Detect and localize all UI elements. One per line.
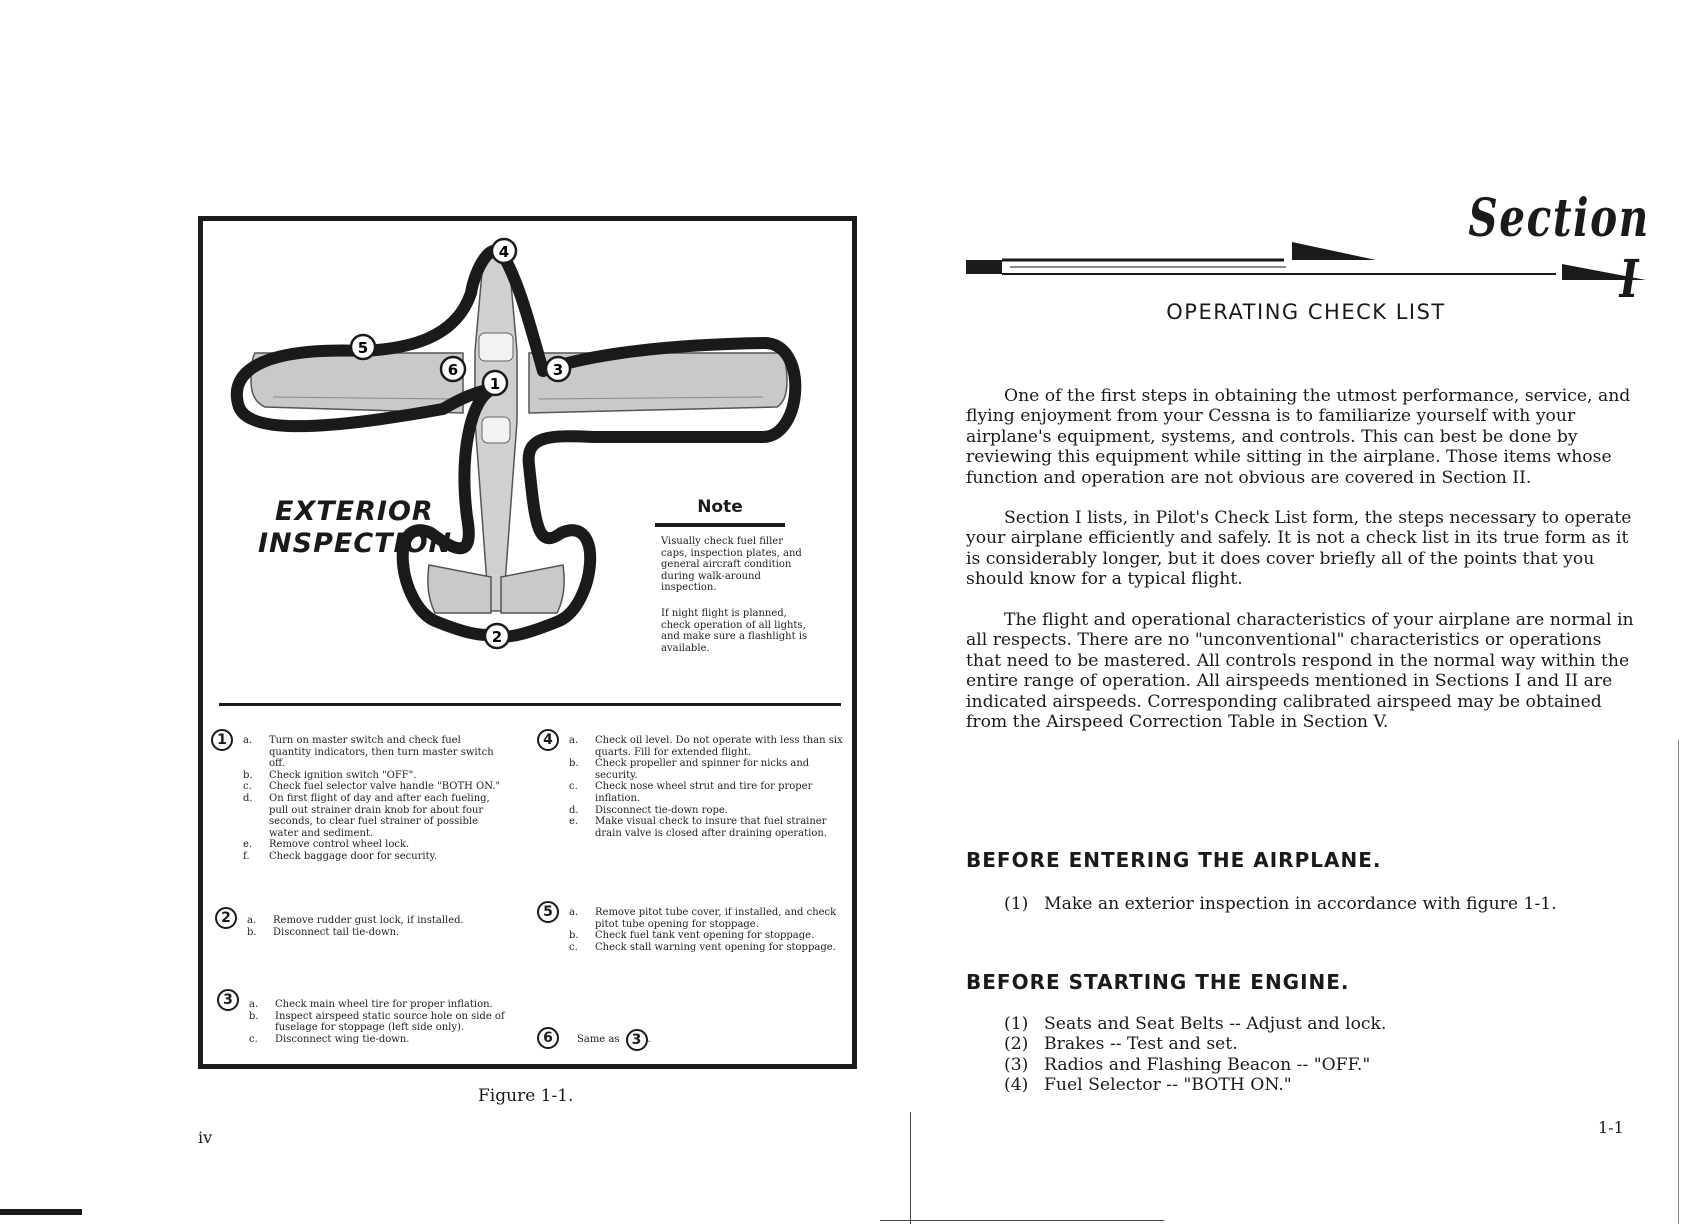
left-page-number: iv <box>198 1128 213 1147</box>
rear-window <box>482 417 510 443</box>
note-rule <box>655 523 785 527</box>
exterior-title-line1: EXTERIOR <box>275 496 434 527</box>
list-item: a. Remove pitot tube cover, if installed, and check pitot tube opening for stoppage. <box>569 907 837 930</box>
note-text-1: Visually check fuel filler caps, inspection plates, and general aircraft condition during walk-around inspection. <box>661 536 802 593</box>
list-item: d. Disconnect tie-down rope. <box>569 804 728 816</box>
list-item: d. On first flight of day and after each fueling, pull out strainer drain knob for about four seconds, to clear fuel strainer of possible water and sediment. <box>243 792 490 839</box>
list-item: c. Check fuel selector valve handle "BOTH ON." <box>243 781 501 793</box>
step1-list <box>243 735 501 863</box>
intro-paragraph-1: One of the first steps in obtaining the utmost performance, service, and flying enjoyment from your Cessna is to familiarize yourself with your airplane's equipment, systems, and controls. This can best be done by reviewing this equipment while sitting in the airplane. Those items whose function and operation are not obvious are covered in Section II. <box>966 386 1631 488</box>
marker-2 <box>485 624 509 648</box>
step5-list <box>569 907 839 953</box>
marker-5 <box>351 335 375 359</box>
before-entering-heading: BEFORE ENTERING THE AIRPLANE. <box>966 848 1382 872</box>
step-marker-6: 6 <box>537 1027 559 1049</box>
scan-right-edge <box>1678 740 1679 1224</box>
list-item: (1) Make an exterior inspection in accordance with figure 1-1. <box>1004 894 1557 914</box>
marker-1 <box>483 371 507 395</box>
list-item: f. Check baggage door for security. <box>243 850 438 862</box>
same-as-period: . <box>647 1034 651 1045</box>
before-starting-heading: BEFORE STARTING THE ENGINE. <box>966 970 1350 994</box>
marker-3 <box>546 357 570 381</box>
same-as-label: Same as <box>577 1034 620 1045</box>
step-marker-5: 5 <box>537 901 559 923</box>
svg-text:1: 1 <box>489 375 501 393</box>
list-item: a. Check main wheel tire for proper inflation. <box>249 999 493 1010</box>
list-item: a. Check oil level. Do not operate with less than six quarts. Fill for extended flight. <box>569 735 843 758</box>
step-marker-2: 2 <box>215 907 237 929</box>
note-heading: Note <box>697 497 743 517</box>
right-page-number: 1-1 <box>1598 1118 1624 1137</box>
figure-1-1-box <box>198 216 857 1069</box>
same-as-ref-marker: 3 <box>626 1029 648 1051</box>
operating-check-list-title: OPERATING CHECK LIST <box>1166 300 1446 324</box>
intro-paragraph-3: The flight and operational characteristics of your airplane are normal in all respects. There are no "unconventional" characteristics or operations that need to be mastered. All controls respond in the normal way within the entire range of operation. All airspeeds mentioned in Sections I and II are indicated airspeeds. Corresponding calibrated airspeed may be obtained from the Airspeed Correction Table in Section V. <box>966 610 1634 733</box>
step-marker-1: 1 <box>211 729 233 751</box>
before-starting-list <box>1004 1014 1386 1096</box>
scan-bottom-line <box>880 1220 1164 1221</box>
list-item: b. Check ignition switch "OFF". <box>243 769 417 781</box>
left-stabilizer <box>428 565 491 613</box>
list-item: e. Remove control wheel lock. <box>243 839 410 851</box>
step2-list <box>247 915 501 938</box>
list-item: (4) Fuel Selector -- "BOTH ON." <box>1004 1075 1292 1096</box>
step3-list <box>249 999 513 1045</box>
note-text-2: If night flight is planned, check operation of all lights, and make sure a flashlight is available. <box>661 608 808 654</box>
svg-text:6: 6 <box>447 361 459 379</box>
list-item: (1) Seats and Seat Belts -- Adjust and lock. <box>1004 1014 1387 1034</box>
list-item: c. Disconnect wing tie-down. <box>249 1033 410 1045</box>
section-title: Section <box>1468 188 1650 249</box>
step-marker-4: 4 <box>537 729 559 751</box>
list-item: (3) Radios and Flashing Beacon -- "OFF." <box>1004 1054 1371 1075</box>
exterior-title-line2: INSPECTION <box>258 528 453 559</box>
list-item: b. Check fuel tank vent opening for stoppage. <box>569 930 815 942</box>
svg-text:4: 4 <box>498 243 510 261</box>
step6-same-as <box>577 1029 651 1051</box>
list-item: c. Check stall warning vent opening for stoppage. <box>569 941 836 953</box>
svg-text:5: 5 <box>357 339 369 357</box>
marker-4 <box>492 239 516 263</box>
svg-text:2: 2 <box>491 628 503 646</box>
step4-list <box>569 735 845 839</box>
section-header-rule <box>966 240 1646 280</box>
right-stabilizer <box>501 565 564 613</box>
marker-6 <box>441 357 465 381</box>
step-marker-3: 3 <box>217 989 239 1011</box>
before-entering-list <box>1004 894 1557 914</box>
list-item: b. Check propeller and spinner for nicks and security. <box>569 758 810 781</box>
list-item: a. Remove rudder gust lock, if installed. <box>247 915 464 926</box>
figure-divider <box>219 703 841 706</box>
list-item: c. Check nose wheel strut and tire for proper inflation. <box>569 781 813 804</box>
intro-paragraph-2: Section I lists, in Pilot's Check List form, the steps necessary to operate your airplane efficiently and safely. It is not a check list in its true form as it is considerably longer, but it does cover briefly all of the points that you should know for a typical flight. <box>966 508 1632 590</box>
list-item: (2) Brakes -- Test and set. <box>1004 1034 1238 1055</box>
scan-fold-line <box>910 1112 911 1224</box>
svg-text:3: 3 <box>552 361 564 379</box>
list-item: a. Turn on master switch and check fuel quantity indicators, then turn master switch off. <box>243 735 494 770</box>
figure-caption: Figure 1-1. <box>478 1086 574 1106</box>
windshield <box>479 333 513 361</box>
list-item: b. Disconnect tail tie-down. <box>247 926 400 938</box>
list-item: b. Inspect airspeed static source hole on side of fuselage for stoppage (left side only). <box>249 1010 505 1034</box>
scan-edge-bar <box>0 1209 82 1215</box>
list-item: e. Make visual check to insure that fuel strainer drain valve is closed after draining operation. <box>569 816 827 839</box>
